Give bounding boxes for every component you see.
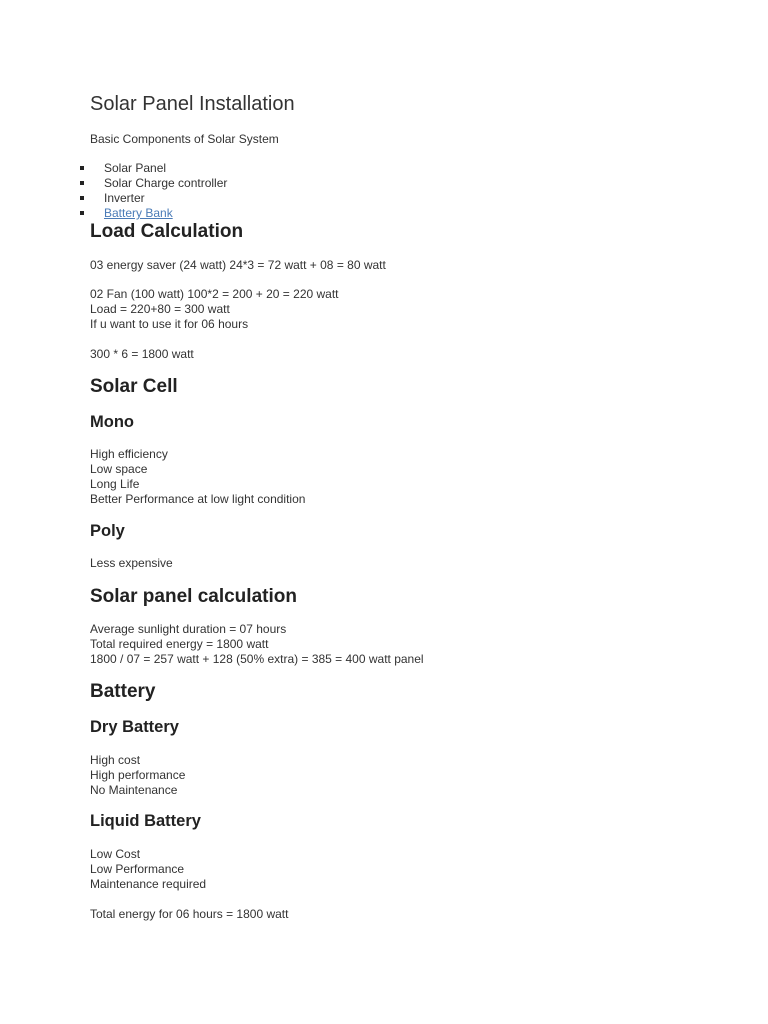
mono-point: Long Life xyxy=(90,477,140,491)
liquid-battery-point: Low Cost xyxy=(90,847,141,861)
list-item xyxy=(80,176,227,191)
load-line: If u want to use it for 06 hours xyxy=(90,317,249,331)
bullet-icon xyxy=(80,211,84,215)
liquid-battery-point: Low Performance xyxy=(90,862,185,876)
list-item xyxy=(80,206,227,221)
list-item xyxy=(80,161,227,176)
bullet-icon xyxy=(80,196,84,200)
liquid-battery-heading: Liquid Battery xyxy=(90,812,201,830)
list-item-label: Inverter xyxy=(104,191,145,205)
list-item-label: Solar Panel xyxy=(104,161,167,175)
panel-calc-line: 1800 / 07 = 257 watt + 128 (50% extra) = 385 = 400 watt panel xyxy=(90,652,424,666)
dry-battery-heading: Dry Battery xyxy=(90,718,179,736)
components-list xyxy=(80,161,227,221)
load-line: Load = 220+80 = 300 watt xyxy=(90,302,230,316)
page-title: Solar Panel Installation xyxy=(90,93,295,115)
dry-battery-point: No Maintenance xyxy=(90,783,178,797)
list-item xyxy=(80,191,227,206)
load-line: 02 Fan (100 watt) 100*2 = 200 + 20 = 220 watt xyxy=(90,287,339,301)
solar-panel-calculation-heading: Solar panel calculation xyxy=(90,586,297,607)
mono-point: Low space xyxy=(90,462,148,476)
mono-heading: Mono xyxy=(90,413,134,431)
load-line: 03 energy saver (24 watt) 24*3 = 72 watt + 08 = 80 watt xyxy=(90,258,386,272)
intro-text: Basic Components of Solar System xyxy=(90,132,279,146)
list-item-label: Solar Charge controller xyxy=(104,176,228,190)
bullet-icon xyxy=(80,166,84,170)
poly-point: Less expensive xyxy=(90,556,173,570)
poly-heading: Poly xyxy=(90,522,125,540)
battery-bank-link[interactable]: Battery Bank xyxy=(104,206,173,220)
dry-battery-point: High cost xyxy=(90,753,141,767)
battery-heading: Battery xyxy=(90,681,156,702)
battery-total-line: Total energy for 06 hours = 1800 watt xyxy=(90,907,289,921)
load-line: 300 * 6 = 1800 watt xyxy=(90,347,194,361)
panel-calc-line: Total required energy = 1800 watt xyxy=(90,637,269,651)
mono-point: Better Performance at low light condition xyxy=(90,492,306,506)
load-calculation-heading: Load Calculation xyxy=(90,221,244,242)
mono-point: High efficiency xyxy=(90,447,168,461)
liquid-battery-point: Maintenance required xyxy=(90,877,207,891)
bullet-icon xyxy=(80,181,84,185)
solar-cell-heading: Solar Cell xyxy=(90,376,178,397)
dry-battery-point: High performance xyxy=(90,768,186,782)
panel-calc-line: Average sunlight duration = 07 hours xyxy=(90,622,287,636)
